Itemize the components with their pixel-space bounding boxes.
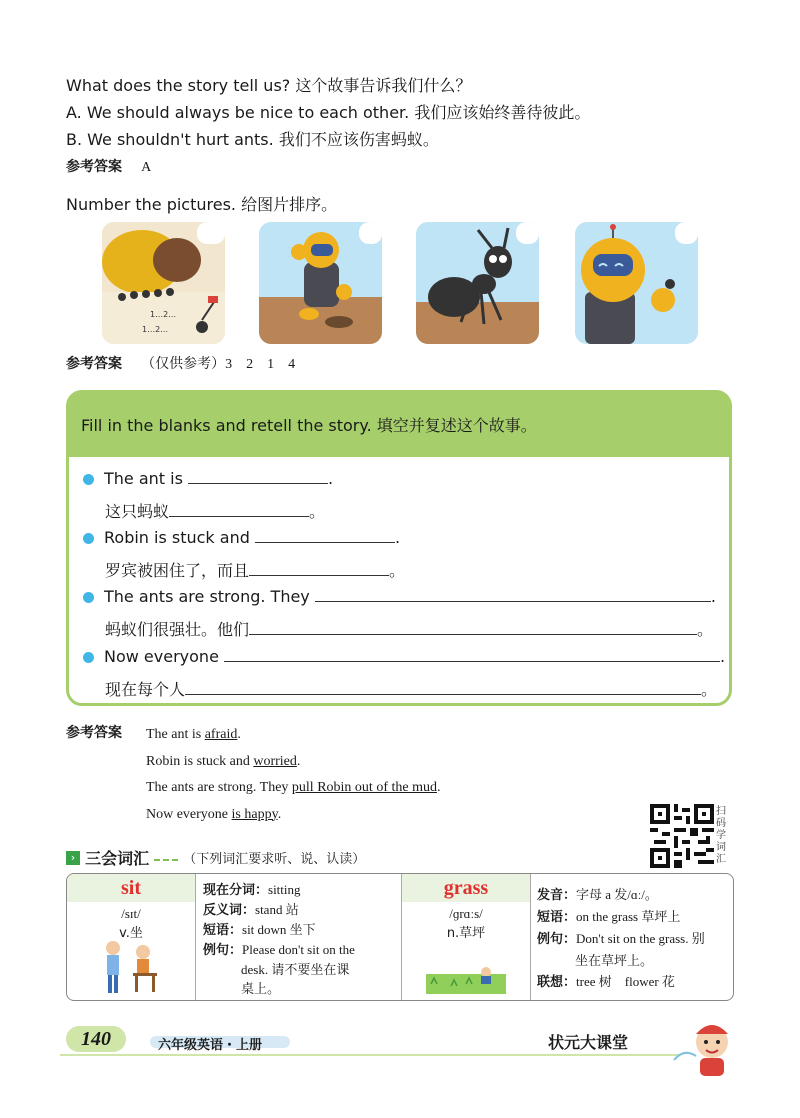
item-end: 。: [309, 502, 326, 521]
vocab-details-grass: [537, 884, 729, 993]
book-title: 六年级英语・上册: [158, 1038, 263, 1053]
blank-field[interactable]: [255, 528, 395, 543]
item-text: Robin is stuck and: [104, 528, 250, 547]
brand-name: 状元大课堂: [548, 1033, 629, 1052]
detail-key: 例句：: [203, 943, 243, 958]
detail-value: Please don't sit on the: [242, 942, 355, 957]
blank-field[interactable]: [249, 561, 389, 576]
mascot-icon: [672, 1020, 740, 1080]
answer-label: 参考答案: [66, 159, 122, 175]
page-number-badge: [66, 1026, 126, 1052]
detail-value: sit down 坐下: [242, 922, 316, 937]
answer-line-2: Robin is stuck and worried.: [146, 753, 301, 769]
qr-code[interactable]: [650, 804, 714, 868]
detail-value: 坐在草坪上。: [575, 953, 654, 968]
vocab-word-cell-sit: [67, 874, 196, 1000]
blank-field[interactable]: [224, 647, 720, 662]
part-of-speech: v.坐: [119, 926, 143, 941]
picture-caption-2: 1…2…: [142, 325, 169, 334]
bullet-icon: [83, 533, 94, 544]
blank-item-3: [83, 587, 716, 606]
answer-line-3: The ants are strong. They pull Robin out of the mud.: [146, 780, 441, 795]
answer-value: A: [141, 160, 152, 175]
item-end: .: [394, 528, 401, 547]
blank-item-4: [83, 647, 725, 666]
item-end: .: [710, 587, 716, 606]
vocab-word-cell-grass: [401, 874, 531, 1000]
bullet-icon: [83, 652, 94, 663]
blank-field[interactable]: [188, 469, 328, 484]
vocab-header: [66, 846, 365, 866]
question-text: What does the story tell us? 这个故事告诉我们什么？: [66, 76, 472, 95]
picture-robot-stuck: [259, 222, 382, 344]
answer-value: （仅供参考）3 2 1 4: [141, 357, 296, 372]
item-end: .: [720, 647, 726, 666]
detail-value: sitting: [268, 882, 301, 897]
detail-value: on the grass 草坪上: [576, 909, 681, 924]
picture-ant: [416, 222, 539, 344]
item-text-cn: 蚂蚁们很强壮。他们: [105, 620, 250, 639]
blank-item-2: [83, 528, 400, 547]
blank-item-1-cn: [105, 499, 325, 522]
answer-label: 参考答案: [66, 725, 122, 741]
detail-key: 联想：: [537, 975, 577, 990]
item-text-cn: 这只蚂蚁: [105, 502, 170, 521]
item-text: The ants are strong. They: [104, 587, 310, 606]
instruction-number-pictures: Number the pictures. 给图片排序。: [66, 195, 338, 214]
blank-field[interactable]: [315, 587, 711, 602]
answer-label: 参考答案: [66, 356, 122, 372]
option-a: A. We should always be nice to each other. 我们应该始终善待彼此。: [66, 103, 591, 122]
vocab-details-sit: [203, 880, 393, 998]
answer-line-1: The ant is afraid.: [146, 727, 241, 742]
blank-field[interactable]: [169, 502, 309, 517]
detail-value: 桌上。: [241, 981, 281, 996]
phonetic: /ɡrɑːs/: [449, 906, 483, 921]
item-end: 。: [697, 620, 714, 639]
item-text-cn: 罗宾被困住了，而且: [105, 561, 250, 580]
vocab-table: [66, 873, 734, 1001]
answer-row-1: [66, 156, 151, 176]
chevron-right-icon: ›: [66, 851, 80, 865]
detail-value: tree 树 flower 花: [576, 974, 675, 989]
detail-value: desk. 请不要坐在课: [241, 962, 350, 977]
bullet-icon: [83, 592, 94, 603]
detail-value: 字母 a 发/ɑː/。: [576, 887, 658, 902]
detail-key: 现在分词：: [203, 883, 269, 898]
grass-illustration: [426, 964, 506, 994]
blank-item-4-cn: [105, 677, 717, 700]
page-number: 140: [81, 1028, 111, 1050]
detail-key: 短语：: [537, 910, 577, 925]
picture-caption-1: 1…2…: [150, 310, 177, 319]
sit-illustration: [99, 938, 163, 996]
detail-value: stand 站: [255, 902, 299, 917]
picture-robot-happy: [575, 222, 698, 344]
decorative-wave: [154, 855, 178, 861]
phonetic: /sɪt/: [121, 906, 141, 921]
item-text: Now everyone: [104, 647, 219, 666]
vocab-word: grass: [443, 877, 489, 899]
picture-ants-pushing: [102, 222, 225, 344]
panel-title: Fill in the blanks and retell the story. 填空并复述这个故事。: [81, 416, 537, 435]
item-end: 。: [701, 680, 718, 699]
detail-key: 发音：: [537, 888, 577, 903]
answer-block: [146, 722, 440, 828]
vocab-subtitle: （下列词汇要求听、说、认读）: [183, 852, 366, 867]
item-text-cn: 现在每个人: [105, 680, 186, 699]
answer-line-4: Now everyone is happy.: [146, 806, 282, 822]
retell-panel: [66, 390, 732, 706]
part-of-speech: n.草坪: [446, 926, 486, 941]
option-b: B. We shouldn't hurt ants. 我们不应该伤害蚂蚁。: [66, 130, 439, 149]
item-end: .: [328, 469, 334, 488]
detail-key: 短语：: [203, 923, 243, 938]
vocab-title: 三会词汇: [85, 849, 150, 868]
detail-key: 例句：: [537, 932, 577, 947]
blank-item-1: [83, 469, 333, 488]
detail-key: 反义词：: [203, 903, 256, 918]
blank-field[interactable]: [185, 680, 701, 695]
qr-label: 扫码学词汇: [716, 806, 726, 865]
blank-field[interactable]: [249, 620, 697, 635]
vocab-word: sit: [121, 877, 141, 899]
item-text: The ant is: [104, 469, 183, 488]
item-end: 。: [389, 561, 406, 580]
bullet-icon: [83, 474, 94, 485]
answer-row-2: [66, 353, 295, 373]
blank-item-2-cn: [105, 558, 405, 581]
detail-value: Don't sit on the grass. 别: [576, 931, 705, 946]
footer-divider: [60, 1054, 680, 1056]
blank-item-3-cn: [105, 617, 713, 640]
